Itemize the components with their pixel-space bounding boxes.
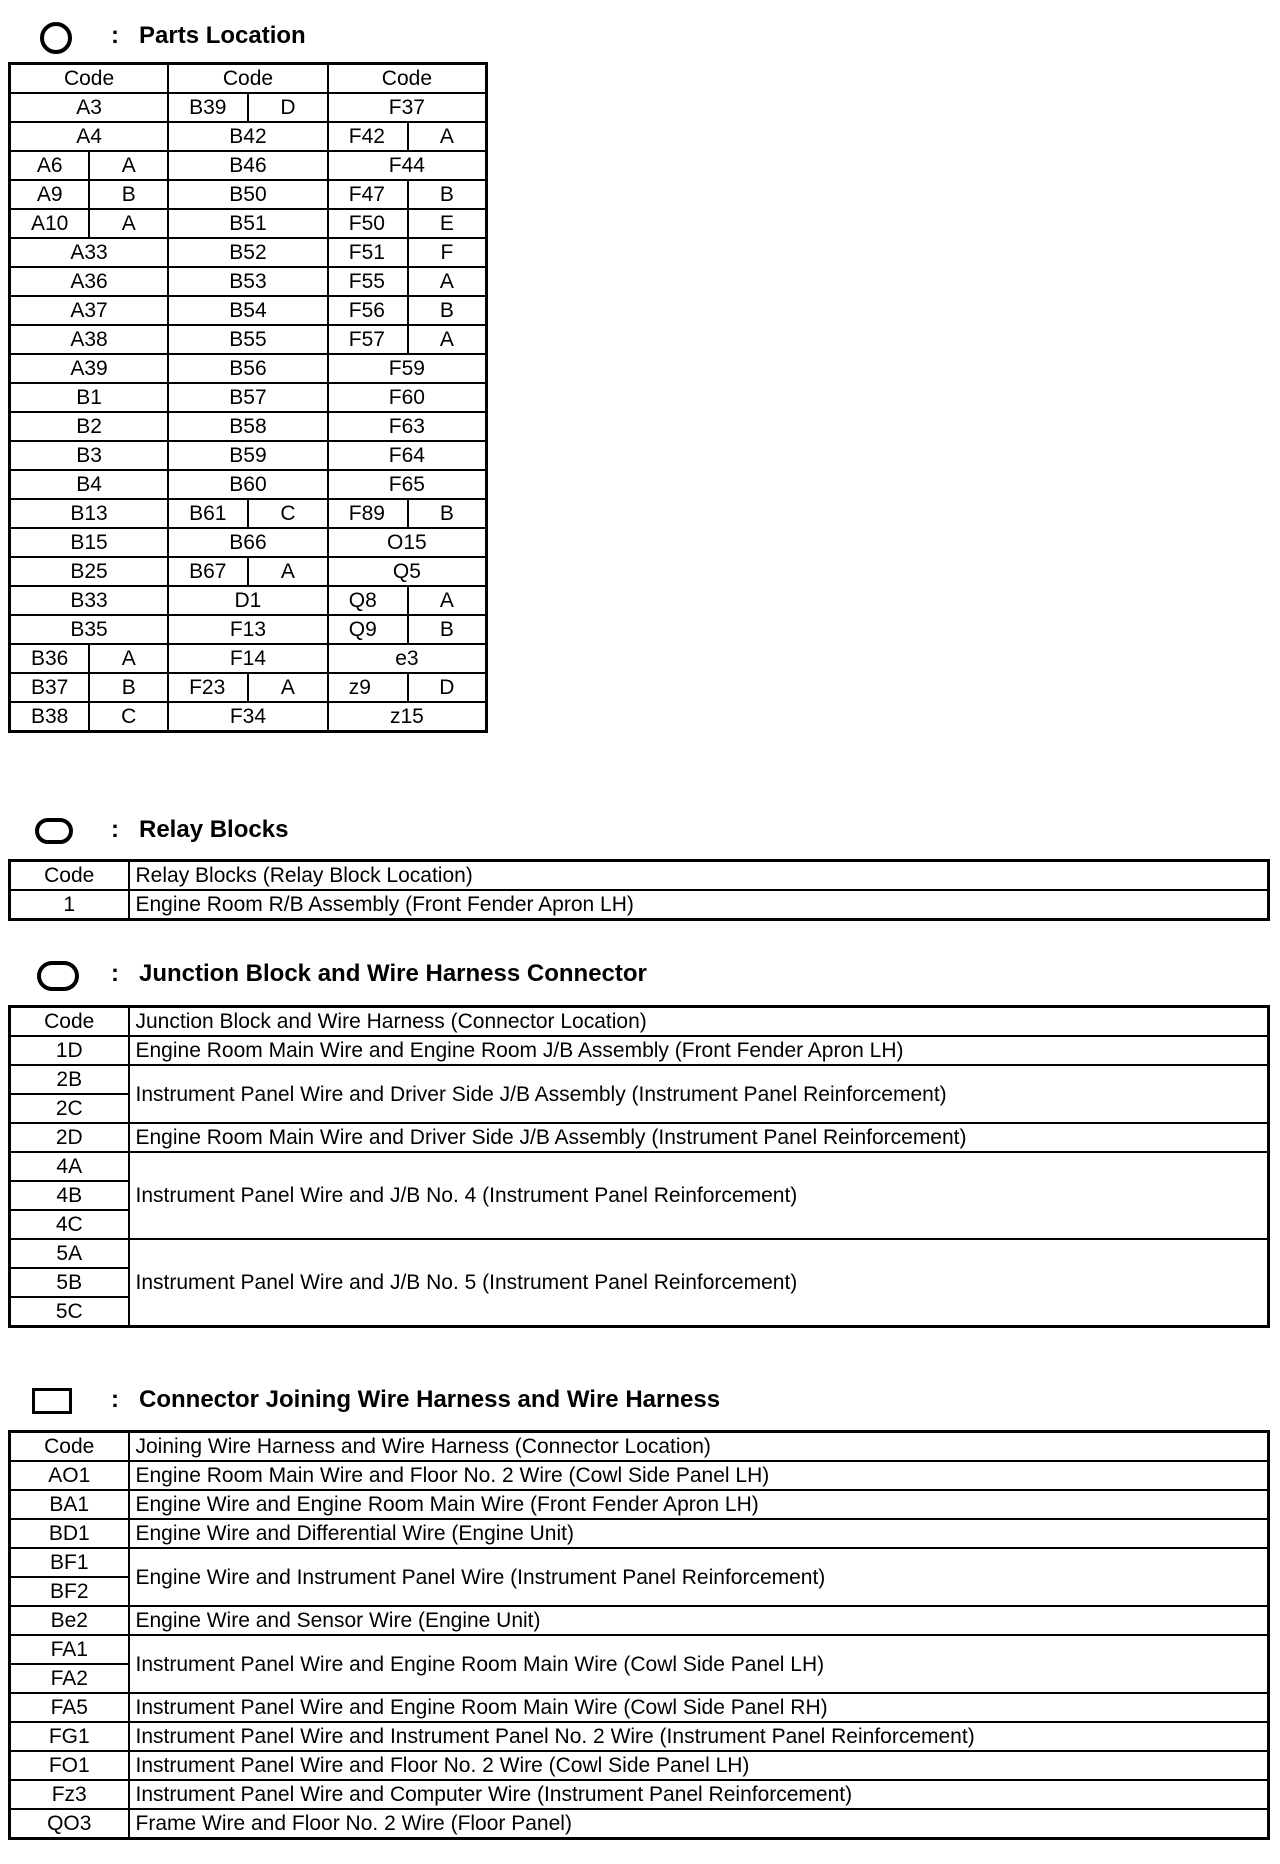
part-subcode: B [89, 180, 168, 209]
table-row [10, 644, 487, 673]
table-header-row [10, 1007, 1269, 1037]
connector-code: 2B [10, 1065, 129, 1094]
table-row [10, 702, 487, 732]
part-subcode: B [89, 673, 168, 702]
connector-description: Engine Wire and Sensor Wire (Engine Unit) [129, 1606, 1269, 1635]
junction-block-table [8, 1005, 1270, 1328]
relay-blocks-colon: : [111, 816, 119, 843]
part-code: z9 [328, 673, 408, 702]
part-code: Q9 [328, 615, 408, 644]
part-code: B59 [168, 441, 328, 470]
part-code: A36 [10, 267, 169, 296]
connector-code: 2D [10, 1123, 129, 1152]
part-code: F47 [328, 180, 408, 209]
table-row [10, 325, 487, 354]
connector-description: Instrument Panel Wire and J/B No. 4 (Instrument Panel Reinforcement) [129, 1152, 1269, 1239]
junction-block-colon: : [111, 960, 119, 987]
part-subcode: A [89, 151, 168, 180]
part-code: B50 [168, 180, 328, 209]
part-code: F14 [168, 644, 328, 673]
connector-description: Instrument Panel Wire and Instrument Panel No. 2 Wire (Instrument Panel Reinforcement) [129, 1722, 1269, 1751]
description-header: Junction Block and Wire Harness (Connector Location) [129, 1007, 1269, 1037]
connector-description: Instrument Panel Wire and Engine Room Main Wire (Cowl Side Panel RH) [129, 1693, 1269, 1722]
connector-code: 4B [10, 1181, 129, 1210]
part-code: B58 [168, 412, 328, 441]
part-code: F55 [328, 267, 408, 296]
table-row [10, 615, 487, 644]
table-row [10, 1519, 1269, 1548]
table-row [10, 93, 487, 122]
part-code: D1 [168, 586, 328, 615]
connector-code: 2C [10, 1094, 129, 1123]
part-code: F89 [328, 499, 408, 528]
table-row [10, 238, 487, 267]
description-header: Joining Wire Harness and Wire Harness (Connector Location) [129, 1432, 1269, 1462]
part-code: B4 [10, 470, 169, 499]
table-header-row [10, 861, 1269, 891]
table-row [10, 1780, 1269, 1809]
part-code: B60 [168, 470, 328, 499]
part-code: B55 [168, 325, 328, 354]
part-code: F50 [328, 209, 408, 238]
connector-code: 4A [10, 1152, 129, 1181]
part-code: B51 [168, 209, 328, 238]
parts-location-title: Parts Location [139, 22, 306, 49]
connector-description: Engine Room Main Wire and Driver Side J/B Assembly (Instrument Panel Reinforcement) [129, 1123, 1269, 1152]
part-code: A9 [10, 180, 90, 209]
connector-code: FA1 [10, 1635, 129, 1664]
table-row [10, 151, 487, 180]
table-row [10, 180, 487, 209]
part-code: F34 [168, 702, 328, 732]
connector-code: FA2 [10, 1664, 129, 1693]
connector-description: Instrument Panel Wire and Driver Side J/B Assembly (Instrument Panel Reinforcement) [129, 1065, 1269, 1123]
connector-description: Engine Room Main Wire and Floor No. 2 Wire (Cowl Side Panel LH) [129, 1461, 1269, 1490]
part-code: B36 [10, 644, 90, 673]
part-code: B2 [10, 412, 169, 441]
connector-description: Instrument Panel Wire and Engine Room Main Wire (Cowl Side Panel LH) [129, 1635, 1269, 1693]
part-subcode: A [89, 209, 168, 238]
table-row [10, 354, 487, 383]
connector-code: BF1 [10, 1548, 129, 1577]
part-code: F13 [168, 615, 328, 644]
part-code: Q8 [328, 586, 408, 615]
connector-code: 4C [10, 1210, 129, 1239]
rectangle-symbol-icon [32, 1388, 72, 1414]
table-row [10, 1490, 1269, 1519]
part-subcode: B [408, 180, 487, 209]
part-code: F63 [328, 412, 487, 441]
connector-description: Engine Wire and Differential Wire (Engine Unit) [129, 1519, 1269, 1548]
part-code: F60 [328, 383, 487, 412]
part-code: A33 [10, 238, 169, 267]
part-subcode: C [89, 702, 168, 732]
part-code: F51 [328, 238, 408, 267]
part-code: A38 [10, 325, 169, 354]
table-row [10, 557, 487, 586]
table-row [10, 1635, 1269, 1664]
part-code: B1 [10, 383, 169, 412]
part-code: B33 [10, 586, 169, 615]
part-code: B57 [168, 383, 328, 412]
part-code: F42 [328, 122, 408, 151]
part-subcode: F [408, 238, 487, 267]
part-code: F64 [328, 441, 487, 470]
connector-description: Instrument Panel Wire and Floor No. 2 Wire (Cowl Side Panel LH) [129, 1751, 1269, 1780]
part-subcode: A [248, 557, 328, 586]
table-row [10, 1036, 1269, 1065]
part-code: F59 [328, 354, 487, 383]
circle-symbol-icon [40, 22, 72, 54]
junction-block-title: Junction Block and Wire Harness Connector [139, 960, 647, 987]
part-code: e3 [328, 644, 487, 673]
table-row [10, 1809, 1269, 1839]
code-header: Code [10, 861, 129, 891]
connector-code: 5C [10, 1297, 129, 1327]
table-row [10, 1461, 1269, 1490]
part-code: z15 [328, 702, 487, 732]
part-code: O15 [328, 528, 487, 557]
part-subcode: A [89, 644, 168, 673]
rounded-rect-symbol-icon [37, 961, 79, 991]
part-code: B66 [168, 528, 328, 557]
table-row [10, 209, 487, 238]
relay-blocks-table [8, 859, 1270, 921]
part-subcode: A [248, 673, 328, 702]
table-row [10, 890, 1269, 920]
oval-symbol-icon [35, 818, 73, 844]
connector-code: Fz3 [10, 1780, 129, 1809]
part-code: B67 [168, 557, 248, 586]
table-row [10, 122, 487, 151]
connector-code: Be2 [10, 1606, 129, 1635]
part-code: B25 [10, 557, 169, 586]
part-subcode: A [408, 122, 487, 151]
table-row [10, 296, 487, 325]
part-code: B39 [168, 93, 248, 122]
table-row [10, 586, 487, 615]
table-row [10, 1152, 1269, 1181]
connector-description: Instrument Panel Wire and J/B No. 5 (Instrument Panel Reinforcement) [129, 1239, 1269, 1327]
part-subcode: D [408, 673, 487, 702]
table-row [10, 1751, 1269, 1780]
part-code: A4 [10, 122, 169, 151]
table-row [10, 412, 487, 441]
connector-code: 5A [10, 1239, 129, 1268]
code-header: Code [10, 1007, 129, 1037]
column-header: Code [328, 64, 487, 94]
part-code: A10 [10, 209, 90, 238]
part-code: B13 [10, 499, 169, 528]
part-subcode: B [408, 499, 487, 528]
table-row [10, 1548, 1269, 1577]
connector-joining-table [8, 1430, 1270, 1840]
part-subcode: A [408, 267, 487, 296]
part-code: B3 [10, 441, 169, 470]
connector-code: 5B [10, 1268, 129, 1297]
connector-description: Engine Wire and Instrument Panel Wire (Instrument Panel Reinforcement) [129, 1548, 1269, 1606]
part-code: A6 [10, 151, 90, 180]
part-code: F57 [328, 325, 408, 354]
part-subcode: D [248, 93, 328, 122]
table-row [10, 1693, 1269, 1722]
part-code: B61 [168, 499, 248, 528]
table-row [10, 383, 487, 412]
code-header: Code [10, 1432, 129, 1462]
column-header: Code [10, 64, 169, 94]
part-code: F65 [328, 470, 487, 499]
part-code: B35 [10, 615, 169, 644]
part-subcode: C [248, 499, 328, 528]
table-row [10, 499, 487, 528]
parts-location-table [8, 62, 488, 733]
part-code: F56 [328, 296, 408, 325]
part-code: B56 [168, 354, 328, 383]
relay-blocks-title: Relay Blocks [139, 816, 289, 843]
connector-code: QO3 [10, 1809, 129, 1839]
part-code: A39 [10, 354, 169, 383]
connector-code: BF2 [10, 1577, 129, 1606]
part-subcode: A [408, 325, 487, 354]
table-header-row [10, 1432, 1269, 1462]
connector-code: BA1 [10, 1490, 129, 1519]
column-header: Code [168, 64, 328, 94]
table-header-row [10, 64, 487, 94]
connector-code: 1 [10, 890, 129, 920]
table-row [10, 673, 487, 702]
table-row [10, 470, 487, 499]
table-row [10, 267, 487, 296]
part-code: F23 [168, 673, 248, 702]
connector-description: Engine Room Main Wire and Engine Room J/B Assembly (Front Fender Apron LH) [129, 1036, 1269, 1065]
table-row [10, 1123, 1269, 1152]
part-code: B53 [168, 267, 328, 296]
part-code: B15 [10, 528, 169, 557]
connector-code: FO1 [10, 1751, 129, 1780]
part-code: B38 [10, 702, 90, 732]
part-code: A37 [10, 296, 169, 325]
parts-location-colon: : [111, 22, 119, 49]
part-code: A3 [10, 93, 169, 122]
description-header: Relay Blocks (Relay Block Location) [129, 861, 1269, 891]
part-subcode: A [408, 586, 487, 615]
part-subcode: B [408, 296, 487, 325]
part-code: B54 [168, 296, 328, 325]
part-code: Q5 [328, 557, 487, 586]
table-row [10, 1065, 1269, 1094]
part-code: F37 [328, 93, 487, 122]
table-row [10, 1606, 1269, 1635]
part-code: B37 [10, 673, 90, 702]
connector-description: Frame Wire and Floor No. 2 Wire (Floor Panel) [129, 1809, 1269, 1839]
part-code: F44 [328, 151, 487, 180]
connector-code: FA5 [10, 1693, 129, 1722]
connector-description: Engine Wire and Engine Room Main Wire (Front Fender Apron LH) [129, 1490, 1269, 1519]
connector-code: BD1 [10, 1519, 129, 1548]
connector-code: AO1 [10, 1461, 129, 1490]
connector-joining-colon: : [111, 1386, 119, 1413]
table-row [10, 441, 487, 470]
part-code: B52 [168, 238, 328, 267]
table-row [10, 1722, 1269, 1751]
table-row [10, 1239, 1269, 1268]
connector-description: Instrument Panel Wire and Computer Wire (Instrument Panel Reinforcement) [129, 1780, 1269, 1809]
table-row [10, 528, 487, 557]
part-subcode: B [408, 615, 487, 644]
connector-description: Engine Room R/B Assembly (Front Fender Apron LH) [129, 890, 1269, 920]
part-code: B46 [168, 151, 328, 180]
connector-joining-title: Connector Joining Wire Harness and Wire Harness [139, 1386, 721, 1413]
part-subcode: E [408, 209, 487, 238]
connector-code: FG1 [10, 1722, 129, 1751]
part-code: B42 [168, 122, 328, 151]
connector-code: 1D [10, 1036, 129, 1065]
